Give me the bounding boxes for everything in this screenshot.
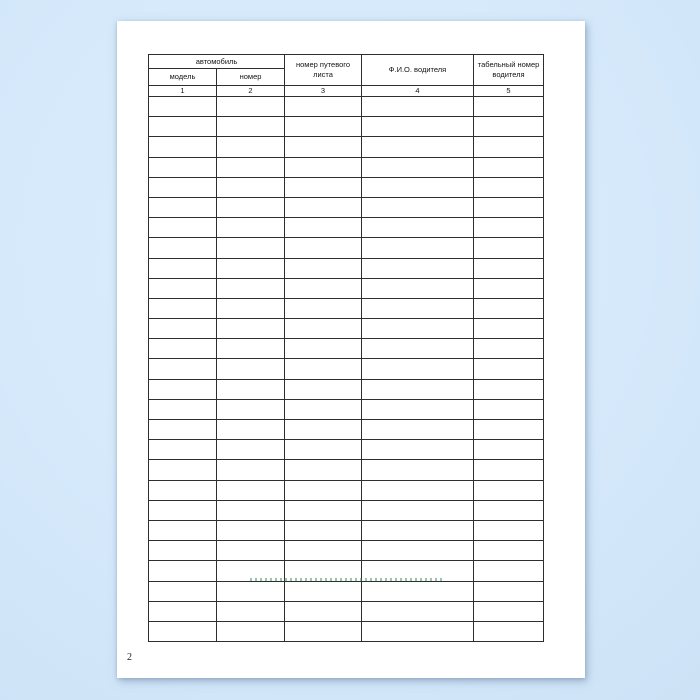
- empty-cell: [285, 520, 362, 540]
- empty-cell: [362, 238, 474, 258]
- empty-cell: [362, 137, 474, 157]
- empty-cell: [217, 379, 285, 399]
- empty-cell: [362, 197, 474, 217]
- empty-cell: [474, 440, 544, 460]
- table-row: [149, 157, 544, 177]
- empty-cell: [149, 197, 217, 217]
- table-row: [149, 218, 544, 238]
- empty-cell: [217, 238, 285, 258]
- empty-cell: [285, 581, 362, 601]
- empty-cell: [362, 621, 474, 641]
- table-row: [149, 238, 544, 258]
- empty-cell: [474, 177, 544, 197]
- empty-cell: [149, 460, 217, 480]
- empty-cell: [149, 97, 217, 117]
- table-row: [149, 601, 544, 621]
- empty-cell: [149, 157, 217, 177]
- table-row: [149, 339, 544, 359]
- table-row: [149, 258, 544, 278]
- empty-cell: [474, 420, 544, 440]
- empty-cell: [362, 460, 474, 480]
- empty-cell: [285, 197, 362, 217]
- empty-cell: [149, 339, 217, 359]
- empty-cell: [149, 218, 217, 238]
- table-row: [149, 137, 544, 157]
- empty-cell: [149, 258, 217, 278]
- empty-cell: [362, 157, 474, 177]
- empty-cell: [217, 218, 285, 238]
- empty-cell: [149, 238, 217, 258]
- empty-cell: [149, 541, 217, 561]
- empty-cell: [217, 420, 285, 440]
- empty-cell: [362, 500, 474, 520]
- empty-cell: [362, 480, 474, 500]
- empty-cell: [285, 480, 362, 500]
- table-row: [149, 97, 544, 117]
- empty-cell: [149, 420, 217, 440]
- empty-cell: [474, 319, 544, 339]
- empty-cell: [285, 258, 362, 278]
- empty-cell: [149, 581, 217, 601]
- table-row: [149, 379, 544, 399]
- empty-cell: [362, 520, 474, 540]
- table-row: [149, 319, 544, 339]
- empty-cell: [474, 460, 544, 480]
- empty-cell: [217, 520, 285, 540]
- empty-cell: [217, 440, 285, 460]
- empty-cell: [362, 581, 474, 601]
- empty-cell: [285, 621, 362, 641]
- empty-cell: [362, 218, 474, 238]
- empty-cell: [362, 440, 474, 460]
- empty-cell: [217, 137, 285, 157]
- empty-cell: [362, 298, 474, 318]
- empty-cell: [285, 319, 362, 339]
- empty-cell: [149, 117, 217, 137]
- col-header-number: номер: [217, 69, 285, 86]
- empty-cell: [474, 258, 544, 278]
- empty-cell: [285, 298, 362, 318]
- empty-cell: [474, 157, 544, 177]
- empty-cell: [285, 420, 362, 440]
- empty-cell: [149, 137, 217, 157]
- empty-cell: [285, 137, 362, 157]
- empty-cell: [149, 278, 217, 298]
- empty-cell: [217, 621, 285, 641]
- table-row: [149, 359, 544, 379]
- group-header-automobile: автомобиль: [149, 55, 285, 69]
- table-row: [149, 500, 544, 520]
- empty-cell: [217, 339, 285, 359]
- table-row: [149, 541, 544, 561]
- empty-cell: [362, 117, 474, 137]
- empty-cell: [474, 399, 544, 419]
- empty-cell: [149, 319, 217, 339]
- empty-cell: [285, 97, 362, 117]
- empty-cell: [474, 339, 544, 359]
- empty-cell: [217, 460, 285, 480]
- empty-cell: [285, 238, 362, 258]
- empty-cell: [474, 298, 544, 318]
- empty-cell: [217, 581, 285, 601]
- empty-cell: [217, 399, 285, 419]
- empty-cell: [217, 541, 285, 561]
- empty-cell: [285, 601, 362, 621]
- empty-cell: [285, 218, 362, 238]
- empty-cell: [149, 359, 217, 379]
- empty-cell: [362, 601, 474, 621]
- empty-cell: [362, 339, 474, 359]
- empty-cell: [362, 379, 474, 399]
- empty-cell: [474, 541, 544, 561]
- empty-cell: [285, 460, 362, 480]
- empty-cell: [149, 480, 217, 500]
- table-row: [149, 420, 544, 440]
- empty-cell: [474, 359, 544, 379]
- empty-cell: [285, 339, 362, 359]
- table-row: [149, 581, 544, 601]
- empty-cell: [362, 359, 474, 379]
- empty-cell: [474, 480, 544, 500]
- empty-cell: [285, 500, 362, 520]
- col-number-5: 5: [474, 86, 544, 97]
- empty-cell: [285, 278, 362, 298]
- empty-cell: [474, 520, 544, 540]
- empty-cell: [217, 197, 285, 217]
- empty-cell: [474, 218, 544, 238]
- empty-cell: [149, 298, 217, 318]
- empty-cell: [285, 399, 362, 419]
- empty-cell: [362, 278, 474, 298]
- empty-cell: [149, 500, 217, 520]
- watermark: [250, 578, 443, 581]
- empty-cell: [362, 97, 474, 117]
- empty-cell: [474, 601, 544, 621]
- table-row: [149, 480, 544, 500]
- empty-cell: [285, 440, 362, 460]
- empty-cell: [474, 238, 544, 258]
- table-row: [149, 520, 544, 540]
- col-number-3: 3: [285, 86, 362, 97]
- table-row: [149, 440, 544, 460]
- empty-cell: [285, 541, 362, 561]
- vehicle-log-table: [148, 54, 544, 642]
- empty-cell: [285, 117, 362, 137]
- empty-cell: [149, 520, 217, 540]
- empty-cell: [217, 601, 285, 621]
- empty-cell: [474, 621, 544, 641]
- empty-cell: [217, 480, 285, 500]
- empty-cell: [217, 500, 285, 520]
- col-header-waybill-number: номер путевого листа: [285, 55, 362, 86]
- empty-cell: [474, 97, 544, 117]
- empty-cell: [217, 258, 285, 278]
- empty-cell: [149, 440, 217, 460]
- table-row: [149, 278, 544, 298]
- empty-cell: [285, 379, 362, 399]
- empty-cell: [362, 541, 474, 561]
- page-number: 2: [127, 652, 132, 663]
- empty-cell: [217, 157, 285, 177]
- table-body: [149, 97, 544, 642]
- empty-cell: [217, 177, 285, 197]
- col-number-2: 2: [217, 86, 285, 97]
- empty-cell: [217, 278, 285, 298]
- table-row: [149, 197, 544, 217]
- empty-cell: [474, 137, 544, 157]
- table-row: [149, 399, 544, 419]
- empty-cell: [149, 621, 217, 641]
- document-page: [117, 21, 585, 678]
- empty-cell: [362, 177, 474, 197]
- empty-cell: [474, 561, 544, 581]
- empty-cell: [149, 561, 217, 581]
- empty-cell: [149, 399, 217, 419]
- table-row: [149, 621, 544, 641]
- empty-cell: [474, 500, 544, 520]
- col-header-driver-personnel-number: табельный номер водителя: [474, 55, 544, 86]
- empty-cell: [362, 319, 474, 339]
- col-header-driver-name: Ф.И.О. водителя: [362, 55, 474, 86]
- empty-cell: [362, 399, 474, 419]
- empty-cell: [217, 359, 285, 379]
- empty-cell: [149, 379, 217, 399]
- empty-cell: [217, 298, 285, 318]
- table-row: [149, 117, 544, 137]
- col-header-model: модель: [149, 69, 217, 86]
- empty-cell: [474, 117, 544, 137]
- empty-cell: [217, 117, 285, 137]
- empty-cell: [474, 581, 544, 601]
- empty-cell: [149, 177, 217, 197]
- empty-cell: [474, 379, 544, 399]
- empty-cell: [285, 359, 362, 379]
- empty-cell: [362, 258, 474, 278]
- col-number-4: 4: [362, 86, 474, 97]
- empty-cell: [217, 319, 285, 339]
- empty-cell: [217, 97, 285, 117]
- table-row: [149, 460, 544, 480]
- table-row: [149, 177, 544, 197]
- empty-cell: [474, 197, 544, 217]
- empty-cell: [149, 601, 217, 621]
- empty-cell: [362, 420, 474, 440]
- table-row: [149, 298, 544, 318]
- col-number-1: 1: [149, 86, 217, 97]
- empty-cell: [285, 177, 362, 197]
- empty-cell: [474, 278, 544, 298]
- empty-cell: [285, 157, 362, 177]
